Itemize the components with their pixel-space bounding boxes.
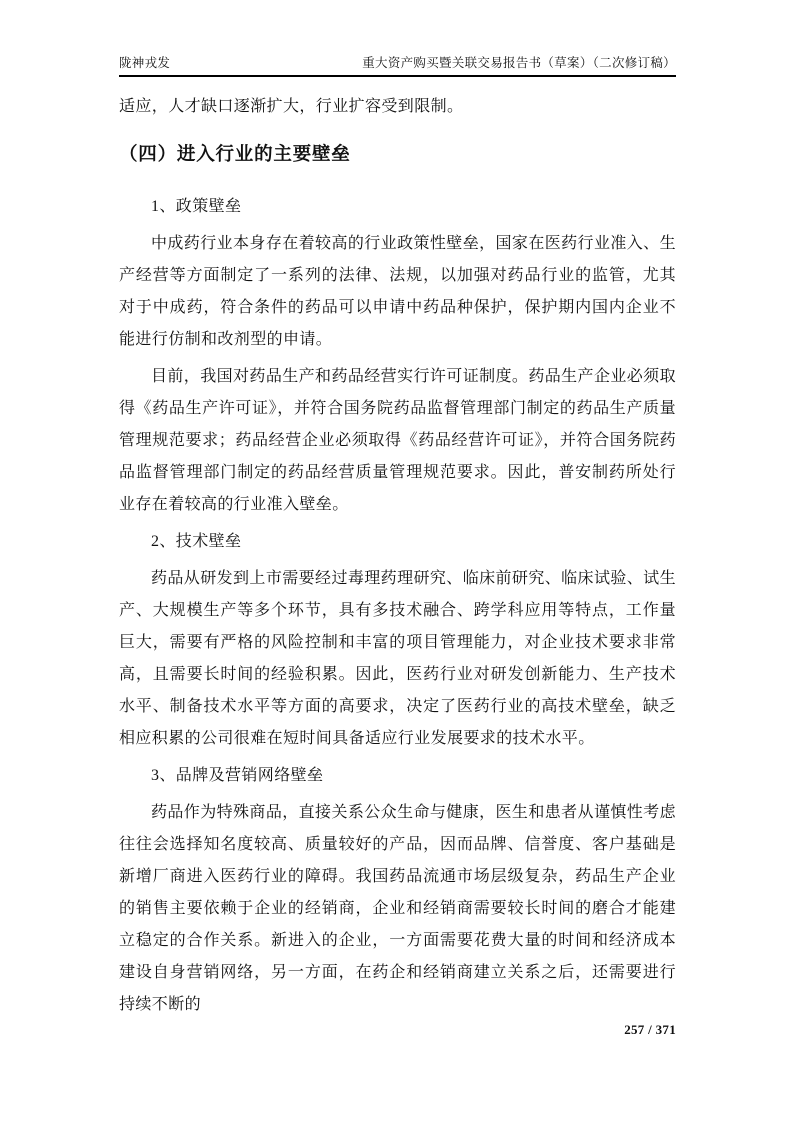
page-footer — [476, 1022, 676, 1038]
header-report-title: 重大资产购买暨关联交易报告书（草案）（二次修订稿） — [362, 56, 676, 70]
intro-paragraph: 适应，人才缺口逐渐扩大，行业扩容受到限制。 — [119, 98, 464, 115]
page-content — [119, 91, 676, 1026]
paragraph-policy-1: 中成药行业本身存在着较高的行业政策性壁垒，国家在医药行业准入、生产经营等方面制定了一系列的法律、法规，以加强对药品行业的监管，尤其对于中成药，符合条件的药品可以申请中药品种保护，保护期内国内企业不能进行仿制和改剂型的申请。 — [119, 235, 676, 348]
paragraph-policy-2: 目前，我国对药品生产和药品经营实行许可证制度。药品生产企业必须取得《药品生产许可证》，并符合国务院药品监督管理部门制定的药品生产质量管理规范要求；药品经营企业必须取得《药品经营许可证》，并符合国务院药品监督管理部门制定的药品经营质量管理规范要求。因此，普安制药所处行业存在着较高的行业准入壁垒。 — [119, 368, 676, 513]
page-header — [119, 56, 676, 77]
section-heading: （四）进入行业的主要壁垒 — [119, 143, 351, 164]
page-number: 257 / 371 — [624, 1022, 676, 1037]
header-company-name: 陇神戎发 — [119, 56, 171, 70]
subsection-heading-brand: 3、品牌及营销网络壁垒 — [151, 767, 324, 784]
paragraph-technology-1: 药品从研发到上市需要经过毒理药理研究、临床前研究、临床试验、试生产、大规模生产等多个环节，具有多技术融合、跨学科应用等特点，工作量巨大，需要有严格的风险控制和丰富的项目管理能力，对企业技术要求非常高，且需要长时间的经验积累。因此，医药行业对研发创新能力、生产技术水平、制备技术水平等方面的高要求，决定了医药行业的高技术壁垒，缺乏相应积累的公司很难在短时间具备适应行业发展要求的技术水平。 — [119, 570, 676, 747]
subsection-heading-policy: 1、政策壁垒 — [151, 198, 242, 215]
subsection-heading-technology: 2、技术壁垒 — [151, 533, 242, 550]
paragraph-brand-1: 药品作为特殊商品，直接关系公众生命与健康，医生和患者从谨慎性考虑往往会选择知名度较高、质量较好的产品，因而品牌、信誉度、客户基础是新增厂商进入医药行业的障碍。我国药品流通市场层级复杂，药品生产企业的销售主要依赖于企业的经销商，企业和经销商需要较长时间的磨合才能建立稳定的合作关系。新进入的企业，一方面需要花费大量的时间和经济成本建设自身营销网络，另一方面，在药企和经销商建立关系之后，还需要进行持续不断的 — [119, 804, 676, 1013]
